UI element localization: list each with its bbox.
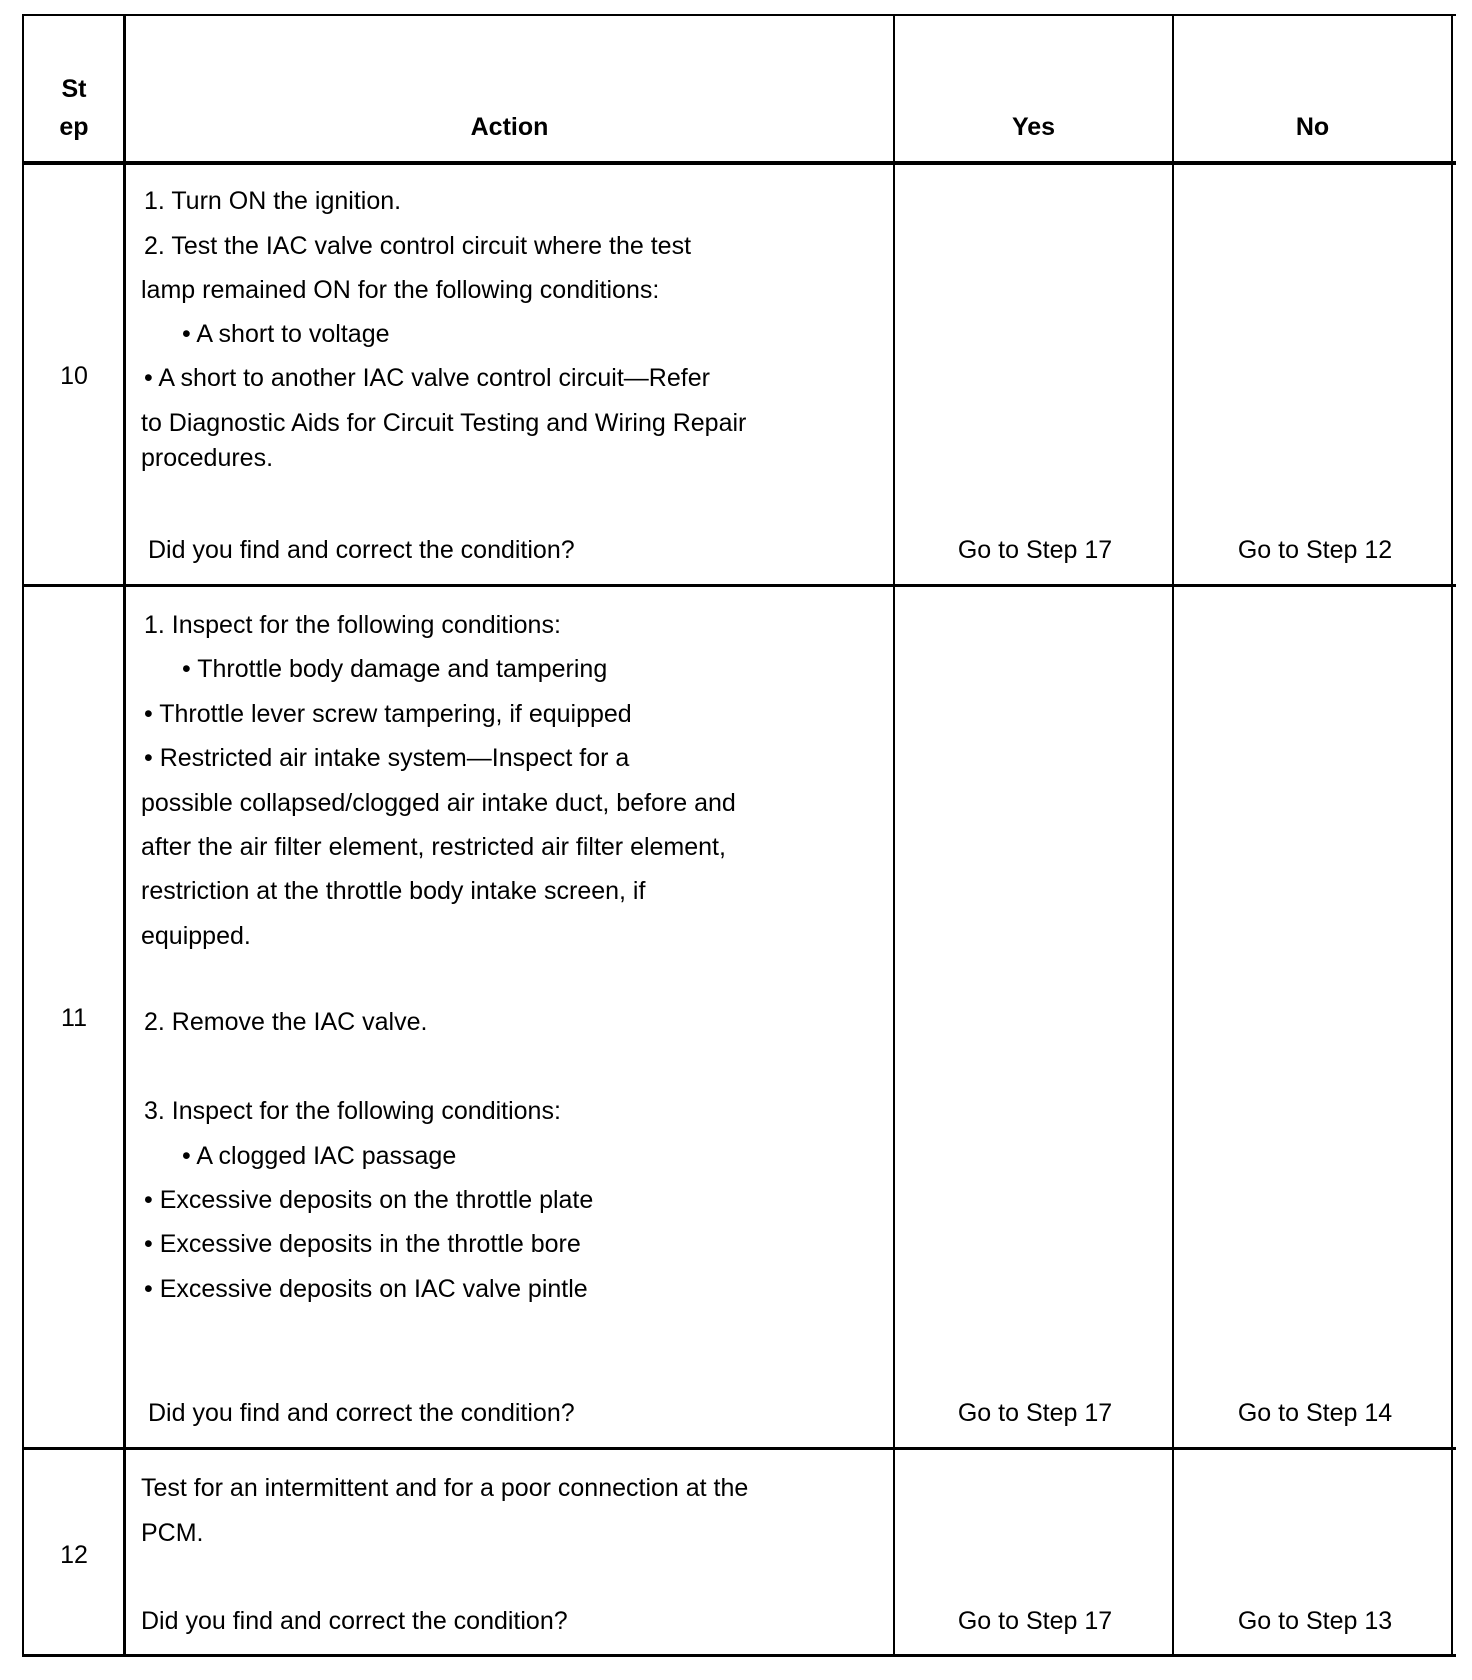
table-border-top bbox=[22, 14, 1456, 16]
action-line: 2. Remove the IAC valve. bbox=[144, 1008, 428, 1036]
action-line: • Excessive deposits in the throttle bore bbox=[144, 1230, 581, 1258]
action-line: procedures. bbox=[141, 444, 274, 472]
action-line: 2. Test the IAC valve control circuit where the test bbox=[144, 232, 692, 260]
yes-outcome-12: Go to Step 17 bbox=[957, 1607, 1113, 1635]
action-line: possible collapsed/clogged air intake duct, before and bbox=[141, 789, 736, 817]
no-outcome-10: Go to Step 12 bbox=[1237, 536, 1393, 564]
row-divider-11-12 bbox=[22, 1447, 1456, 1450]
yes-outcome-10: Go to Step 17 bbox=[957, 536, 1113, 564]
row-divider-10-11 bbox=[22, 584, 1456, 587]
action-question: Did you find and correct the condition? bbox=[141, 1607, 568, 1635]
action-line: lamp remained ON for the following conditions: bbox=[141, 276, 660, 304]
header-action: Action bbox=[470, 113, 549, 141]
col-divider-step-action bbox=[123, 14, 126, 1657]
action-line: equipped. bbox=[141, 922, 251, 950]
action-line: 3. Inspect for the following conditions: bbox=[144, 1097, 561, 1125]
table-border-bottom bbox=[22, 1654, 1456, 1657]
action-line: PCM. bbox=[141, 1519, 204, 1547]
action-question: Did you find and correct the condition? bbox=[148, 1399, 575, 1427]
action-line: • A clogged IAC passage bbox=[182, 1142, 457, 1170]
step-number-10: 10 bbox=[60, 362, 88, 390]
action-line: • A short to another IAC valve control circuit—Refer bbox=[144, 364, 710, 392]
action-line: 1. Inspect for the following conditions: bbox=[144, 611, 561, 639]
action-line: 1. Turn ON the ignition. bbox=[144, 187, 402, 215]
action-line: • Throttle lever screw tampering, if equipped bbox=[144, 700, 632, 728]
action-line: Test for an intermittent and for a poor connection at the bbox=[141, 1474, 749, 1502]
step-number-11: 11 bbox=[61, 1004, 87, 1032]
action-line: • Excessive deposits on IAC valve pintle bbox=[144, 1275, 588, 1303]
yes-outcome-11: Go to Step 17 bbox=[957, 1399, 1113, 1427]
action-line: • A short to voltage bbox=[182, 320, 390, 348]
header-divider bbox=[22, 161, 1456, 165]
action-line: restriction at the throttle body intake screen, if bbox=[141, 877, 646, 905]
header-step-line2: ep bbox=[59, 113, 89, 141]
header-yes: Yes bbox=[1011, 113, 1056, 141]
action-line: • Excessive deposits on the throttle plate bbox=[144, 1186, 594, 1214]
action-line: after the air filter element, restricted air filter element, bbox=[141, 833, 726, 861]
no-outcome-11: Go to Step 14 bbox=[1237, 1399, 1393, 1427]
table-border-left bbox=[22, 14, 24, 1657]
header-step-line1: St bbox=[61, 75, 87, 103]
action-line: to Diagnostic Aids for Circuit Testing and Wiring Repair bbox=[141, 409, 747, 437]
header-no: No bbox=[1295, 113, 1330, 141]
action-line: • Restricted air intake system—Inspect for a bbox=[144, 744, 630, 772]
action-line: • Throttle body damage and tampering bbox=[182, 655, 608, 683]
no-outcome-12: Go to Step 13 bbox=[1237, 1607, 1393, 1635]
step-number-12: 12 bbox=[60, 1541, 88, 1569]
action-question: Did you find and correct the condition? bbox=[148, 536, 575, 564]
